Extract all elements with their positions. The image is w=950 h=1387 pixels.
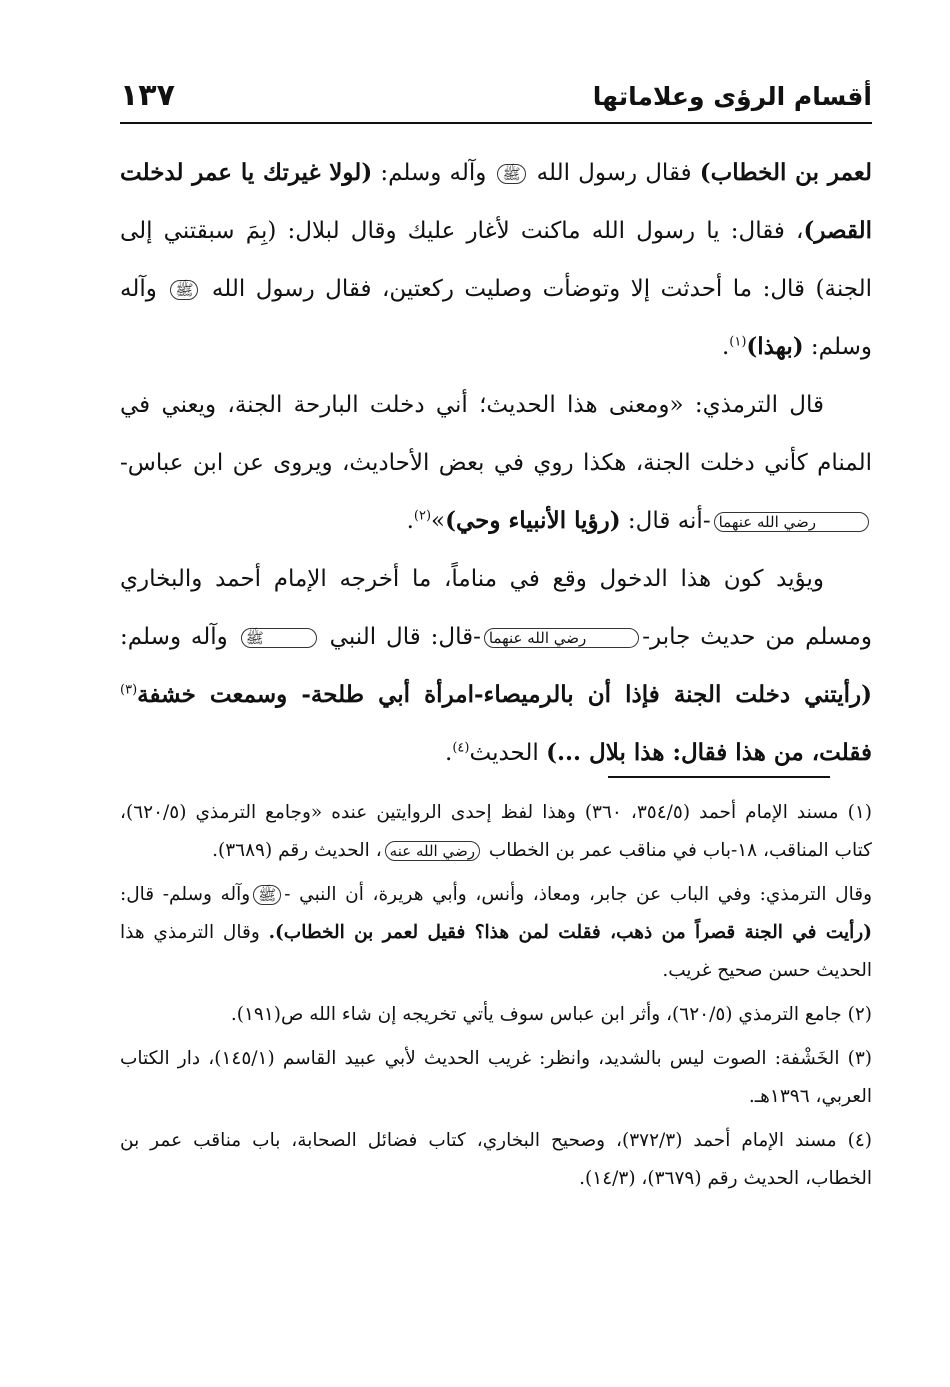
page-number: ١٣٧ bbox=[120, 78, 175, 113]
footnote-1 bbox=[120, 794, 872, 870]
text-run: . bbox=[406, 508, 414, 534]
footnote-separator bbox=[608, 776, 830, 778]
text-run: . bbox=[721, 334, 730, 360]
hadith-quote: (رؤيا الأنبياء وحي) bbox=[445, 507, 621, 534]
text-run: ويؤيد كون هذا الدخول وقع في مناماً، ما أخرجه الإمام أحمد والبخاري ومسلم من حديث جابر- bbox=[120, 566, 872, 650]
paragraph-2 bbox=[120, 376, 872, 550]
text-run: قال الترمذي: «ومعنى هذا الحديث؛ أني دخلت البارحة الجنة، ويعني في المنام كأني دخلت الجنة، هكذا روي في بعض الأحاديث، ويروى عن ابن عباس- bbox=[120, 392, 872, 476]
text-run: وآله وسلم- قال: bbox=[120, 884, 251, 905]
footnote-ref: (١) bbox=[729, 334, 747, 350]
radiya-glyph: رضي الله عنه bbox=[385, 841, 480, 861]
text-run: ، فقال: يا رسول الله ماكنت لأغار عليك وقال لبلال: (بِمَ سبقتني إلى الجنة) قال: ما أحدثت إلا وتوضأت وصليت ركعتين، فقال رسول الله bbox=[120, 218, 872, 302]
footnote-2: (٢) جامع الترمذي (٦٢٠/٥)، وأثر ابن عباس سوف يأتي تخريجه إن شاء الله ص(١٩١). bbox=[230, 1004, 872, 1025]
text-run: ، الحديث رقم (٣٦٨٩). bbox=[212, 840, 382, 861]
text-run: الحديث bbox=[469, 740, 547, 766]
footnote-1-continued bbox=[120, 876, 872, 990]
footnote-ref: (٤) bbox=[452, 740, 470, 756]
text-run: (١) مسند الإمام أحمد (٣٥٤/٥، ٣٦٠) وهذا لفظ إحدى الروايتين عنده «وجامع الترمذي (٦٢٠/٥)، كتاب المناقب، ١٨-باب في مناقب عمر بن الخطاب bbox=[120, 802, 872, 861]
text-run: وآله وسلم: bbox=[120, 276, 872, 360]
running-title: أقسام الرؤى وعلاماتها bbox=[592, 82, 872, 111]
footnotes bbox=[120, 794, 872, 1204]
paragraph-3 bbox=[120, 550, 872, 782]
footnote-ref: (٢) bbox=[413, 508, 432, 524]
salawat-glyph: ﷺ bbox=[497, 164, 525, 184]
text-run: وقال الترمذي: وفي الباب عن جابر، ومعاذ، وأنس، وأبي هريرة، أن النبي - bbox=[284, 884, 872, 905]
main-text bbox=[120, 144, 872, 782]
salawat-glyph: ﷺ bbox=[241, 628, 317, 648]
salawat-glyph: ﷺ bbox=[253, 885, 281, 905]
text-run: فقال رسول الله bbox=[528, 160, 700, 186]
hadith-quote: (رأيت في الجنة قصراً من ذهب، فقلت لمن هذا؟ فقيل لعمر بن الخطاب). bbox=[268, 922, 872, 943]
radiya-glyph: رضي الله عنهما bbox=[484, 628, 639, 648]
hadith-quote: (لولا غيرتك يا عمر لدخلت القصر) bbox=[120, 159, 872, 244]
page-header bbox=[120, 78, 872, 124]
text-run: وقال الترمذي هذا الحديث حسن صحيح غريب. bbox=[120, 922, 872, 981]
paragraph-1 bbox=[120, 144, 872, 376]
text-run: -أنه قال: bbox=[620, 508, 711, 534]
radiya-glyph: رضي الله عنهما bbox=[714, 512, 869, 532]
footnote-4: (٤) مسند الإمام أحمد (٣٧٢/٣)، وصحيح البخاري، كتاب فضائل الصحابة، باب مناقب عمر بن الخطاب، الحديث رقم (٣٦٧٩)، (١٤/٣). bbox=[120, 1130, 873, 1189]
footnote-ref: (٣) bbox=[120, 682, 138, 698]
hadith-quote: فقلت، من هذا فقال: هذا بلال ...) bbox=[546, 739, 872, 766]
text-run: -قال: قال النبي bbox=[319, 624, 481, 650]
bold-text: لعمر بن الخطاب) bbox=[699, 159, 872, 186]
hadith-quote: (بهذا) bbox=[746, 333, 804, 360]
footnote-3: (٣) الخَشْفة: الصوت ليس بالشديد، وانظر: غريب الحديث لأبي عبيد القاسم (١٤٥/١)، دار الكتاب العربي، ١٣٩٦هـ. bbox=[120, 1048, 872, 1107]
text-run: وآله وسلم: bbox=[120, 624, 238, 650]
text-run: » bbox=[431, 508, 446, 534]
text-run: . bbox=[445, 740, 453, 766]
hadith-quote: (رأيتني دخلت الجنة فإذا أن بالرميصاء-امرأة أبي طلحة- وسمعت خشفة bbox=[137, 681, 872, 708]
salawat-glyph: ﷺ bbox=[170, 280, 198, 300]
text-run: وآله وسلم: bbox=[372, 160, 495, 186]
